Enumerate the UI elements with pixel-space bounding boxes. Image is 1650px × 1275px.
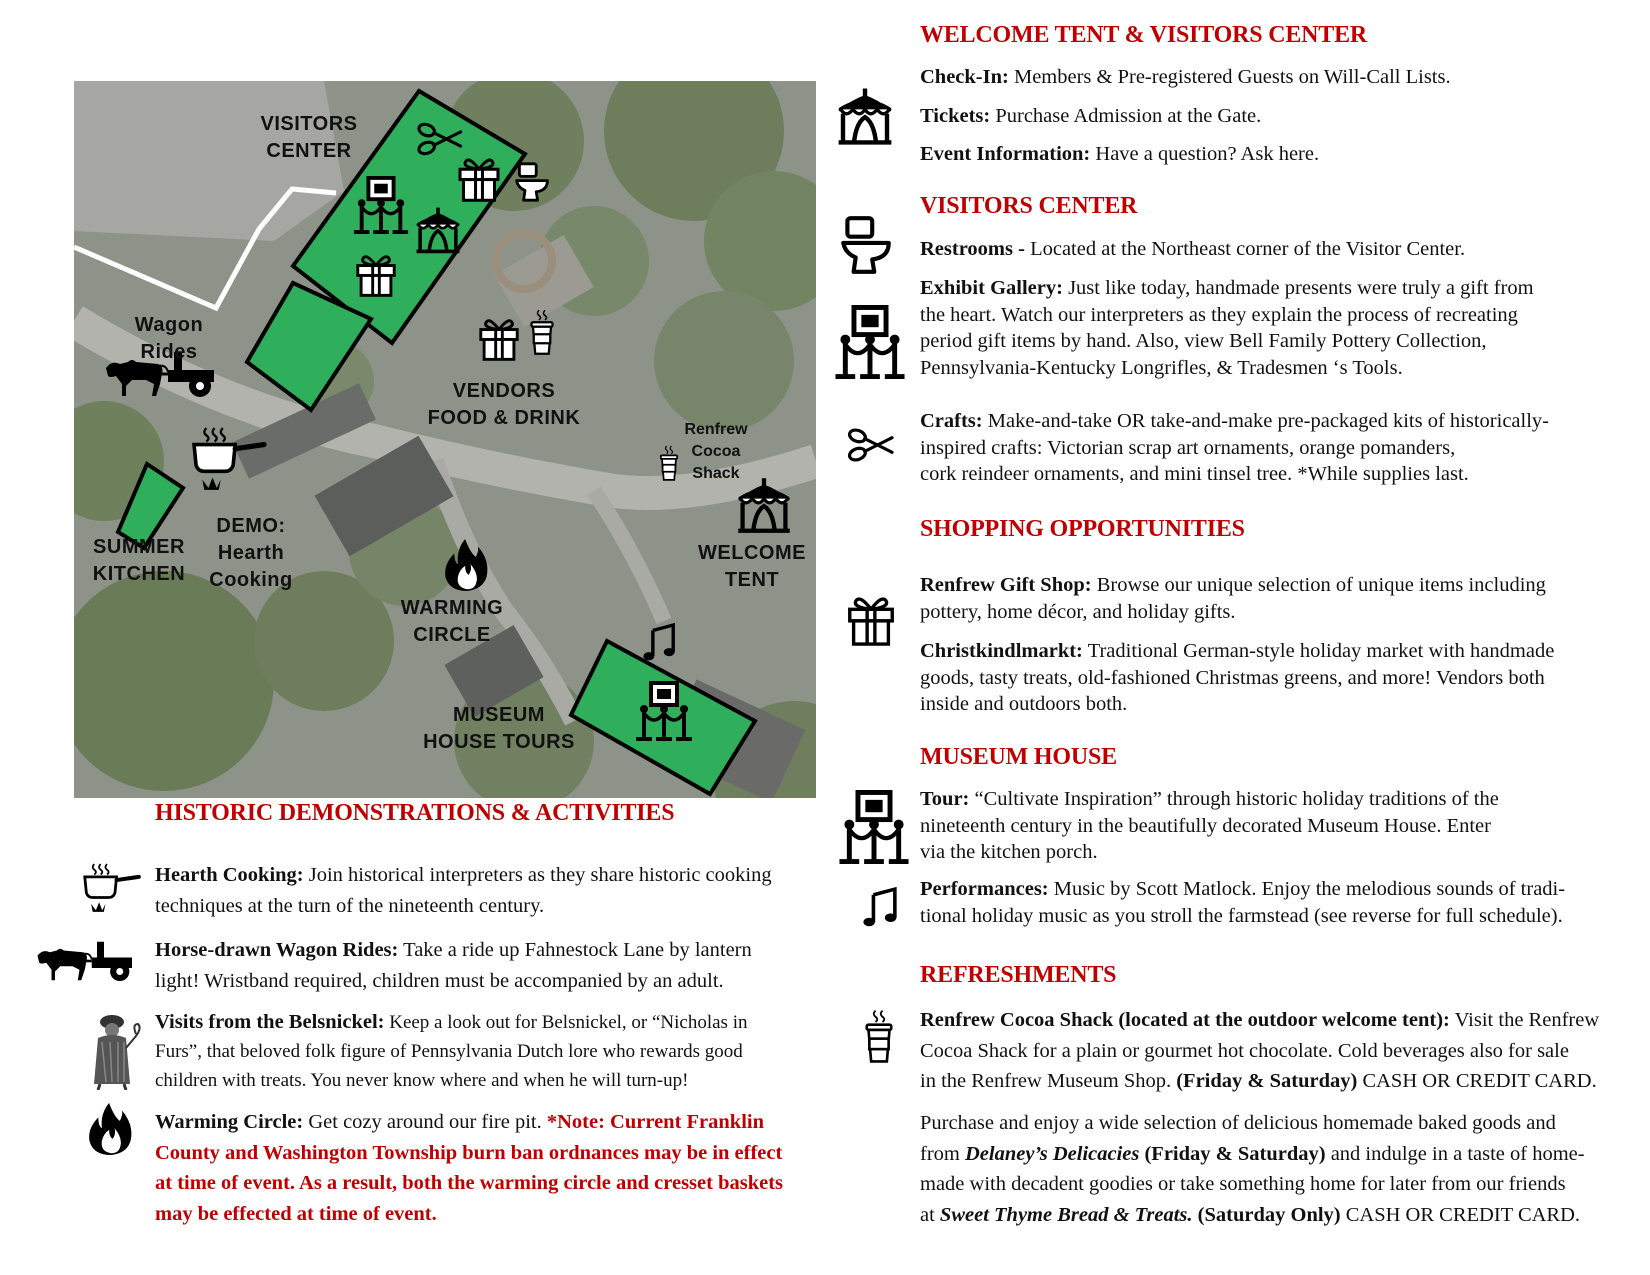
map-label-wagon-rides: Wagon Rides xyxy=(134,314,204,363)
gift-icon xyxy=(842,590,900,646)
site-map xyxy=(74,81,816,798)
map-gift-icon-2 xyxy=(351,249,401,297)
map-label-museum-tours: MUSEUM HOUSE TOURS xyxy=(423,704,575,753)
heading-welcome-tent: WELCOME TENT & VISITORS CENTER xyxy=(920,22,1368,48)
wagon-icon xyxy=(24,940,142,982)
map-tent-icon xyxy=(410,205,466,255)
map-label-summer-kitchen: SUMMER KITCHEN xyxy=(92,536,186,585)
heading-refreshments: REFRESHMENTS xyxy=(920,962,1117,988)
heading-shopping: SHOPPING OPPORTUNITIES xyxy=(920,516,1245,542)
cocoa-shack-text: Renfrew Cocoa Shack (located at the outdoor welcome tent): Visit the Renfrew Cocoa Shack for a plain or gourmet hot chocolate. Cold beverages also for sale in the Renfrew Museum Shop. (Friday & Saturday) CASH OR CREDIT CARD. xyxy=(920,1009,1600,1092)
baked-goods-text: Purchase and enjoy a wide selection of delicious homemade baked goods and from Delaney’s Delicacies (Friday & Saturday) and indulge in a taste of home- made with decadent goodies or take something home for later from our friends at Sweet Thyme Bread & Treats. (Saturday Only) CASH OR CREDIT CARD. xyxy=(920,1112,1585,1226)
wagon-rides-text: Horse-drawn Wagon Rides: Take a ride up Fahnestock Lane by lantern light! Wristband required, children must be accompanied by an adult. xyxy=(155,939,752,992)
restroom-toilet-icon xyxy=(836,214,896,276)
warming-fire-icon xyxy=(84,1100,136,1158)
map-pot-icon xyxy=(187,424,269,494)
heading-historic: HISTORIC DEMONSTRATIONS & ACTIVITIES xyxy=(155,800,675,826)
heading-visitors-center: VISITORS CENTER xyxy=(920,193,1138,219)
map-label-welcome-tent: WELCOME TENT xyxy=(698,542,806,591)
museum-tour-icon xyxy=(836,790,912,864)
map-label-cocoa-shack: Renfrew Cocoa Shack xyxy=(684,421,748,482)
heading-museum-house: MUSEUM HOUSE xyxy=(920,744,1117,770)
museum-tour-text: Tour: “Cultivate Inspiration” through historic holiday traditions of the nineteenth century in the beautifully decorated Museum House. Enter via the kitchen porch. xyxy=(920,788,1499,863)
cocoa-cup-icon xyxy=(858,1005,900,1067)
christkindlmarkt-text: Christkindlmarkt: Traditional German-style holiday market with handmade goods, tasty treats, old-fashioned Christmas greens, and more! Vendors both inside and outdoors both. xyxy=(920,640,1555,715)
map-toilet-icon xyxy=(511,161,553,203)
crafts-text: Crafts: Make-and-take OR take-and-make pre-packaged kits of historically- inspired crafts: Victorian scrap art ornaments, orange pomanders, cork reindeer ornaments, and mini tinsel tree. *While supplies last. xyxy=(920,410,1549,485)
map-label-demo: DEMO: Hearth Cooking xyxy=(209,515,293,591)
music-note-icon xyxy=(862,886,902,928)
belsnickel-text: Visits from the Belsnickel: Keep a look out for Belsnickel, or “Nicholas in Furs”, that beloved folk figure of Pennsylvania Dutch lore who rewards good children with treats. You never know where and when he will turn-up! xyxy=(155,1011,748,1091)
hearth-cooking-text: Hearth Cooking: Join historical interpreters as they share historic cooking techniques at the turn of the nineteenth century. xyxy=(155,864,772,917)
map-museum-exhibit-icon xyxy=(634,681,694,741)
map-label-vendors: VENDORS FOOD & DRINK xyxy=(427,380,581,429)
warming-circle-text: Warming Circle: Get cozy around our fire pit. *Note: Current Franklin County and Washington Township burn ban ordnances may be in effect at time of event. As a result, both the warming circle and cresset baskets may be effected at time of event. xyxy=(155,1111,784,1225)
gift-shop-text: Renfrew Gift Shop: Browse our unique selection of unique items including pottery, home décor, and holiday gifts. xyxy=(920,574,1546,623)
tickets-line: Tickets: Purchase Admission at the Gate. xyxy=(920,105,1262,127)
map-label-visitors-center: VISITORS CENTER xyxy=(260,113,358,162)
event-info-line: Event Information: Have a question? Ask here. xyxy=(920,143,1320,165)
crafts-scissors-icon xyxy=(846,425,898,465)
map-gift-icon xyxy=(453,152,505,202)
map-vendor-gift-icon xyxy=(474,313,524,361)
map-label-warming-circle: WARMING CIRCLE xyxy=(400,597,504,646)
map-vendor-cup-icon xyxy=(524,303,560,361)
exhibit-gallery-text: Exhibit Gallery: Just like today, handmade presents were truly a gift from the heart. Watch our interpreters as they explain the process of recreating period gift items by hand. Also, view Bell Family Pottery Collection, Pennsylvania-Kentucky Longrifles, & Tradesmen ‘s Tools. xyxy=(920,277,1534,379)
restrooms-line: Restrooms - Located at the Northeast corner of the Visitor Center. xyxy=(920,238,1466,260)
belsnickel-figure-icon xyxy=(84,1012,146,1090)
hearth-pot-icon xyxy=(80,856,142,920)
tent-icon xyxy=(832,85,898,147)
checkin-line: Check-In: Members & Pre-registered Guests on Will-Call Lists. xyxy=(920,66,1451,88)
map-exhibit-icon xyxy=(352,176,410,234)
map-fire-icon xyxy=(440,536,492,594)
performances-text: Performances: Music by Scott Matlock. Enjoy the melodious sounds of tradi- tional holiday music as you stroll the farmstead (see reverse for full schedule). xyxy=(920,878,1566,927)
map-music-note-icon xyxy=(642,621,680,663)
exhibit-gallery-icon xyxy=(832,305,908,379)
